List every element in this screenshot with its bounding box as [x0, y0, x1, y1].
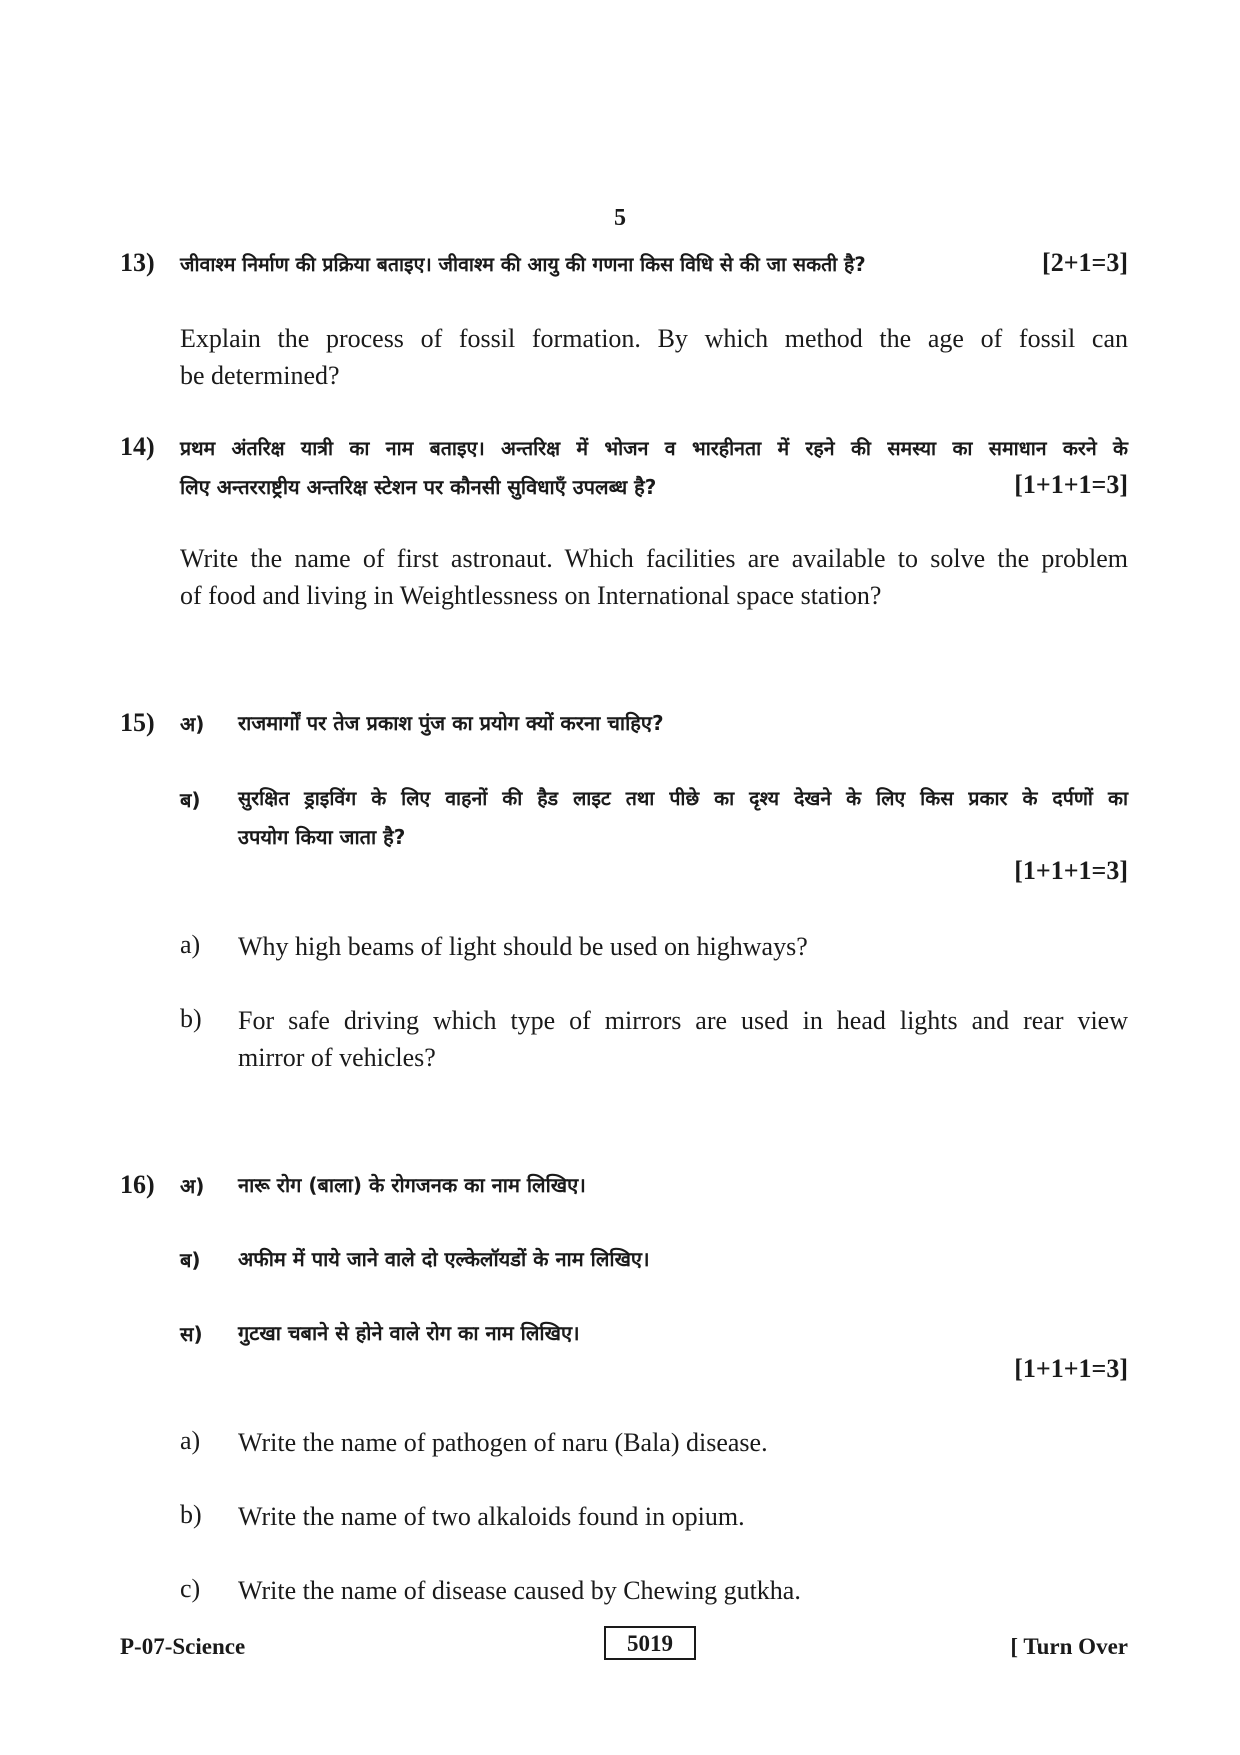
question-15a-label-english: a): [180, 930, 201, 959]
question-13-marks: [2+1=3]: [1042, 248, 1128, 277]
question-15b-label-english: b): [180, 1004, 202, 1033]
question-16a-label-english: a): [180, 1426, 201, 1455]
question-15b-english-line1: For safe driving which type of mirrors are used in head lights and rear view: [238, 1006, 1128, 1035]
paper-code: P-07-Science: [120, 1634, 246, 1659]
question-15a-label-hindi: अ): [180, 712, 205, 736]
question-15b-label-hindi: ब): [180, 788, 201, 812]
question-13-english-line1: Explain the process of fossil formation. By which method the age of fossil can: [180, 324, 1128, 353]
question-16b-label-english: b): [180, 1500, 202, 1529]
question-14-english-line2: of food and living in Weightlessness on International space station?: [180, 581, 882, 610]
question-14-marks: [1+1+1=3]: [1014, 470, 1128, 499]
question-16a-hindi: नारू रोग (बाला) के रोगजनक का नाम लिखिए।: [238, 1173, 586, 1197]
question-15b-hindi-line2: उपयोग किया जाता है?: [238, 825, 406, 849]
question-16b-english: Write the name of two alkaloids found in opium.: [238, 1502, 745, 1531]
page-number: 5: [614, 205, 626, 231]
question-13-english-line2: be determined?: [180, 361, 340, 390]
question-16c-english: Write the name of disease caused by Chewing gutkha.: [238, 1576, 801, 1605]
question-15-number: 15): [120, 708, 155, 737]
question-16c-hindi: गुटखा चबाने से होने वाले रोग का नाम लिखिए।: [238, 1321, 580, 1345]
question-14-number: 14): [120, 432, 155, 461]
question-16a-label-hindi: अ): [180, 1174, 205, 1198]
code-box: 5019: [604, 1626, 696, 1660]
question-16-marks: [1+1+1=3]: [1014, 1354, 1128, 1383]
question-15-marks: [1+1+1=3]: [1014, 856, 1128, 885]
question-14-hindi-line2: लिए अन्तरराष्ट्रीय अन्तरिक्ष स्टेशन पर कौनसी सुविधाएँ उपलब्ध है?: [180, 475, 657, 499]
question-16c-label-english: c): [180, 1574, 201, 1603]
question-13-hindi: जीवाश्म निर्माण की प्रक्रिया बताइए। जीवाश्म की आयु की गणना किस विधि से की जा सकती है?: [180, 253, 866, 276]
question-15a-hindi: राजमार्गों पर तेज प्रकाश पुंज का प्रयोग क्यों करना चाहिए?: [238, 711, 664, 735]
question-14-english-line1: Write the name of first astronaut. Which facilities are available to solve the problem: [180, 544, 1128, 573]
question-16a-english: Write the name of pathogen of naru (Bala) disease.: [238, 1428, 768, 1457]
question-15b-hindi-line1: सुरक्षित ड्राइविंग के लिए वाहनों की हैड लाइट तथा पीछे का दृश्य देखने के लिए किस प्रकार के दर्पणों का: [238, 787, 1128, 810]
question-13-number: 13): [120, 248, 155, 277]
turn-over-note: [ Turn Over: [1010, 1634, 1128, 1659]
question-16b-hindi: अफीम में पाये जाने वाले दो एल्केलॉयडों के नाम लिखिए।: [238, 1247, 650, 1271]
question-15a-english: Why high beams of light should be used on highways?: [238, 932, 808, 961]
question-16c-label-hindi: स): [180, 1322, 203, 1346]
question-14-hindi-line1: प्रथम अंतरिक्ष यात्री का नाम बताइए। अन्तरिक्ष में भोजन व भारहीनता में रहने की समस्या का समाधान करने के: [180, 437, 1128, 460]
question-16b-label-hindi: ब): [180, 1248, 201, 1272]
question-15b-english-line2: mirror of vehicles?: [238, 1043, 436, 1072]
question-16-number: 16): [120, 1170, 155, 1199]
